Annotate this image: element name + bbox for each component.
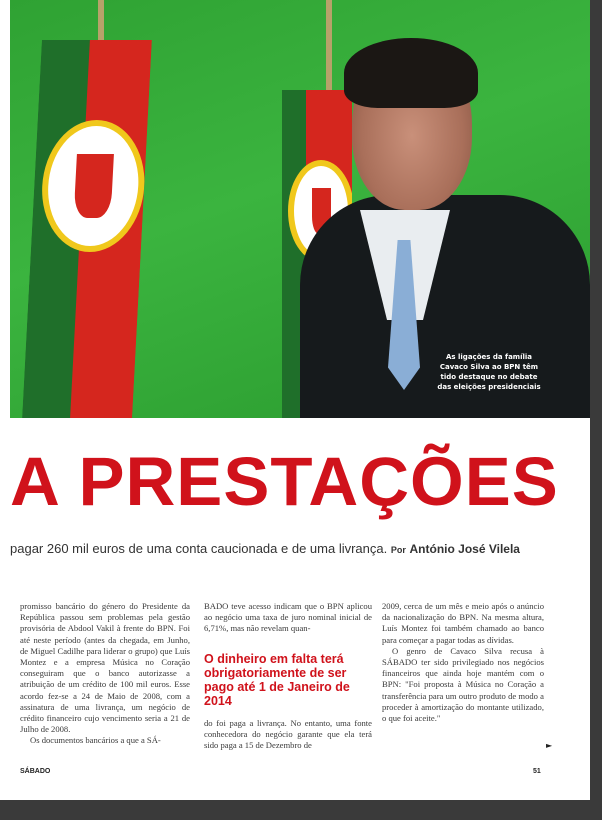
deck-text: pagar 260 mil euros de uma conta caucionada e de uma livrança. xyxy=(10,541,388,556)
byline-prefix: Por xyxy=(390,545,406,555)
paragraph: BADO teve acesso indicam que o BPN aplicou ao negócio uma taxa de juro nominal inicial de 6,71%, mas não revelam quan- xyxy=(204,601,372,634)
text-column-3 xyxy=(382,601,544,724)
article-headline: A PRESTAÇÕES xyxy=(10,443,559,520)
pull-quote: O dinheiro em falta terá obrigatoriamente de ser pago até 1 de Janeiro de 2014 xyxy=(204,652,350,708)
text-column-2-continued xyxy=(204,718,372,752)
photo-caption: As ligações da família Cavaco Silva ao BPN têm tido destaque no debate das eleições presidenciais xyxy=(437,353,541,391)
cover-photo xyxy=(10,0,590,418)
page-number: 51 xyxy=(533,768,541,775)
man-hair xyxy=(344,38,478,108)
paragraph: 2009, cerca de um mês e meio após o anúncio da nacionalização do BPN. Na mesma altura, Luís Montez foi também chamado ao banco para começar a pagar todas as dívidas. xyxy=(382,601,544,645)
end-mark-icon: ► xyxy=(546,741,553,750)
article-deck xyxy=(10,541,520,556)
byline-author: António José Vilela xyxy=(409,542,520,556)
portuguese-flag-left xyxy=(22,40,152,418)
paragraph: promisso bancário do género do Presidente da República passou sem problemas pela gestão provisória de Abdool Vakil à frente do BPN. Foi até neste período (antes da chegada, em Junho, de Miguel Cadilhe para liderar o grupo) que Luís Montez e a empresa Música no Coração conseguiram que o banco autorizasse a atribuição de um crédito de 100 mil euros. Esse acordo fez-se a 24 de Maio de 2008, com a assinatura de uma livrança, um negócio de crédito financeiro cujo vencimento seria a 21 de Julho de 2008. xyxy=(20,601,190,735)
text-column-1 xyxy=(20,601,190,747)
paragraph: O genro de Cavaco Silva recusa à SÁBADO ter sido privilegiado nos negócios financeiros que ainda hoje mantém com o BPN: "Foi proposta à Música no Coração a transferência para um outro produto de modo a proceder à amortização do montante utilizado, o que foi aceite." xyxy=(382,645,544,724)
magazine-name: SÁBADO xyxy=(20,768,51,775)
paragraph: do foi paga a livrança. No entanto, uma fonte conhecedora do negócio garante que ela terá sido paga a 15 de Dezembro de xyxy=(204,718,372,751)
text-column-2 xyxy=(204,601,372,635)
paragraph: Os documentos bancários a que a SÁ- xyxy=(30,735,161,746)
